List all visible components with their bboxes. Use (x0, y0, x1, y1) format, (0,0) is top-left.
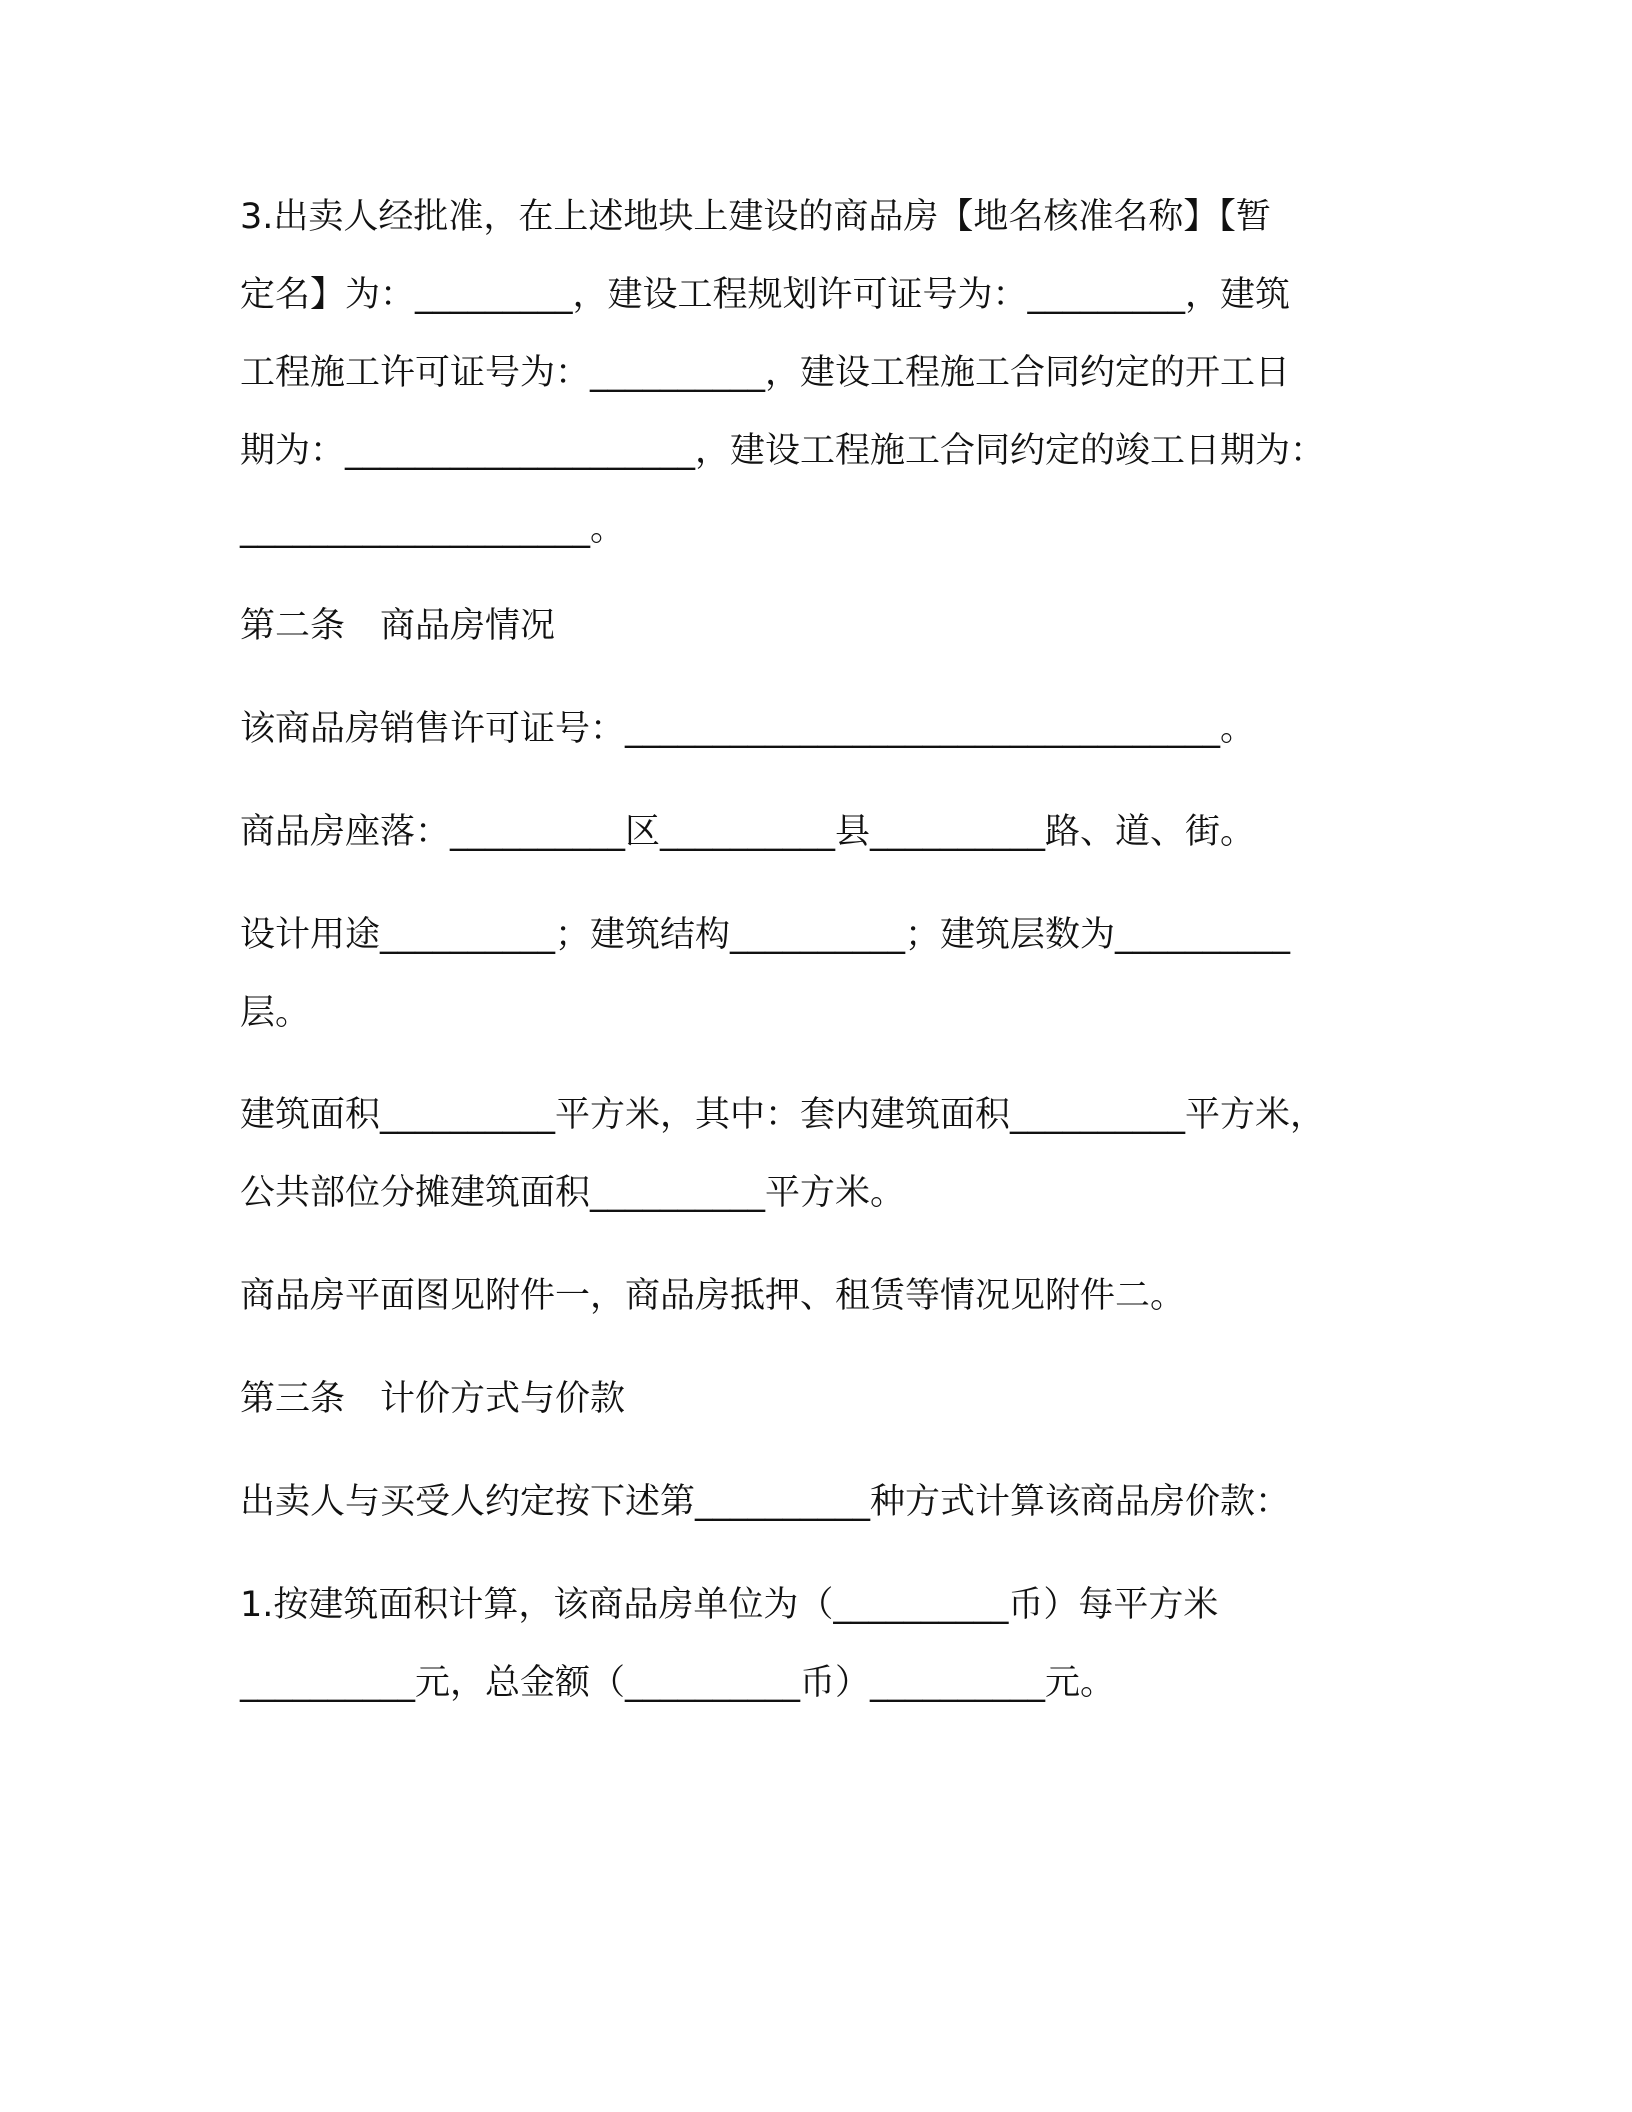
paragraph-usage-structure (240, 896, 1440, 1052)
text-line: 该商品房销售许可证号：__________________________________。 (240, 709, 1256, 749)
paragraph-area (240, 1076, 1440, 1232)
text-line: 第三条 计价方式与价款 (240, 1379, 626, 1419)
text-line: 1.按建筑面积计算，该商品房单位为（__________币）每平方米 (240, 1585, 1219, 1625)
paragraph-sales-permit (240, 690, 1440, 768)
text-line: 商品房平面图见附件一，商品房抵押、租赁等情况见附件二。 (240, 1276, 1186, 1316)
text-line: 工程施工许可证号为：__________，建设工程施工合同约定的开工日 (240, 353, 1291, 393)
paragraph-pricing-method (240, 1463, 1440, 1541)
text-line: 公共部位分摊建筑面积__________平方米。 (240, 1173, 906, 1213)
text-line: ____________________。 (240, 509, 626, 549)
paragraph-attachments (240, 1257, 1440, 1335)
paragraph-pricing-1 (240, 1566, 1440, 1722)
text-line: 定名】为：_________，建设工程规划许可证号为：_________，建筑 (240, 275, 1291, 315)
paragraph-location (240, 793, 1440, 871)
text-line: 建筑面积__________平方米，其中：套内建筑面积__________平方米， (240, 1095, 1326, 1135)
article-3-heading (240, 1360, 1440, 1438)
text-line: 出卖人与买受人约定按下述第__________种方式计算该商品房价款： (240, 1482, 1291, 1522)
text-line: 层。 (240, 993, 311, 1033)
text-line: 3.出卖人经批准，在上述地块上建设的商品房【地名核准名称】【暂 (240, 197, 1271, 237)
text-line: 设计用途__________；建筑结构__________；建筑层数为__________ (240, 915, 1291, 955)
text-line: 商品房座落：__________区__________县__________路、道、街。 (240, 812, 1256, 852)
text-line: 期为：____________________，建设工程施工合同约定的竣工日期为： (240, 431, 1326, 471)
text-line: 第二条 商品房情况 (240, 606, 556, 646)
text-line: __________元，总金额（__________币）__________元。 (240, 1663, 1116, 1703)
article-2-heading (240, 587, 1440, 665)
paragraph-item-3 (240, 178, 1440, 568)
